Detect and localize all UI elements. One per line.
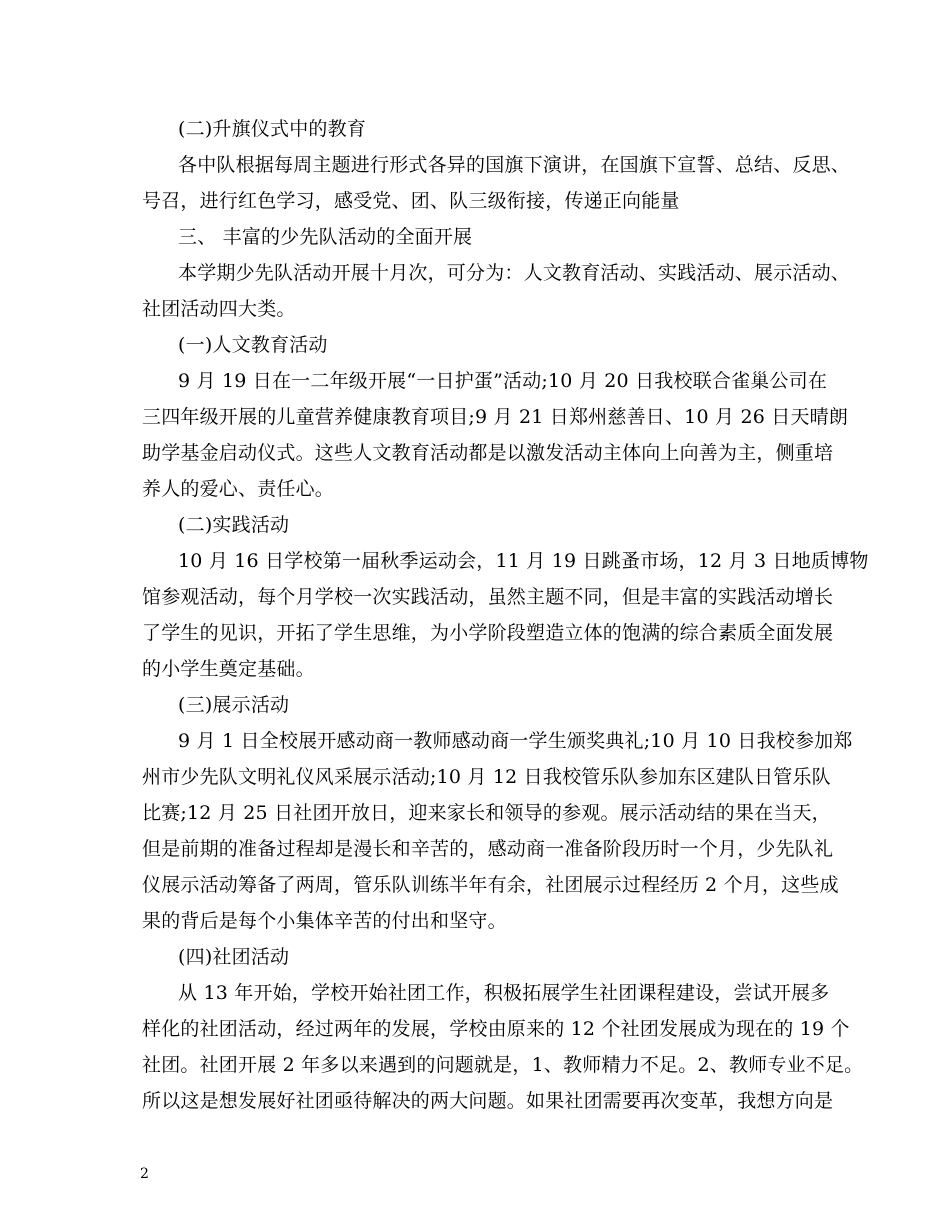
paragraph-line: 9 月 19 日在一二年级开展“一日护蛋”活动;10 月 20 日我校联合雀巢公司在	[178, 370, 828, 392]
paragraph-line: 果的背后是每个小集体辛苦的付出和坚守。	[142, 910, 507, 932]
paragraph-line: 社团活动四大类。	[142, 298, 296, 320]
paragraph-line: 本学期少先队活动开展十月次，可分为：人文教育活动、实践活动、展示活动、	[178, 262, 851, 284]
paragraph-line: 样化的社团活动，经过两年的发展，学校由原来的 12 个社团发展成为现在的 19 个	[142, 1018, 850, 1040]
paragraph-line: 10 月 16 日学校第一届秋季运动会，11 月 19 日跳蚤市场，12 月 3 日地质博物	[178, 550, 869, 572]
paragraph-line: 但是前期的准备过程却是漫长和辛苦的，感动商一准备阶段历时一个月，少先队礼	[142, 838, 834, 860]
paragraph-line: 所以这是想发展好社团亟待解决的两大问题。如果社团需要再次变革，我想方向是	[142, 1090, 834, 1112]
heading-flag-ceremony: (二)升旗仪式中的教育	[178, 118, 367, 140]
paragraph-line: 比赛;12 月 25 日社团开放日，迎来家长和领导的参观。展示活动结的果在当天，	[142, 802, 831, 824]
heading-showcase-activities: (三)展示活动	[178, 694, 290, 716]
paragraph-line: 的小学生奠定基础。	[142, 658, 315, 680]
heading-humanities-education: (一)人文教育活动	[178, 334, 328, 356]
section-heading-activities: 三、 丰富的少先队活动的全面开展	[178, 226, 473, 248]
paragraph-line: 了学生的见识，开拓了学生思维，为小学阶段塑造立体的饱满的综合素质全面发展	[142, 622, 834, 644]
heading-club-activities: (四)社团活动	[178, 946, 290, 968]
paragraph-line: 馆参观活动，每个月学校一次实践活动，虽然主题不同，但是丰富的实践活动增长	[142, 586, 834, 608]
page-number: 2	[140, 1166, 149, 1182]
paragraph-line: 养人的爱心、责任心。	[142, 478, 335, 500]
paragraph-line: 仪展示活动筹备了两周，管乐队训练半年有余，社团展示过程经历 2 个月，这些成	[142, 874, 839, 896]
paragraph-line: 从 13 年开始，学校开始社团工作，积极拓展学生社团课程建设，尝试开展多	[178, 982, 830, 1004]
paragraph-line: 三四年级开展的儿童营养健康教育项目;9 月 21 日郑州慈善日、10 月 26 日天晴朗	[142, 406, 849, 428]
paragraph-line: 社团。社团开展 2 年多以来遇到的问题就是，1、教师精力不足。2、教师专业不足。	[142, 1054, 864, 1076]
paragraph-line: 助学基金启动仪式。这些人文教育活动都是以激发活动主体向上向善为主，侧重培	[142, 442, 834, 464]
paragraph-line: 州市少先队文明礼仪风采展示活动;10 月 12 日我校管乐队参加东区建队日管乐队	[142, 766, 831, 788]
paragraph-line: 各中队根据每周主题进行形式各异的国旗下演讲，在国旗下宣誓、总结、反思、	[178, 154, 851, 176]
paragraph-line: 号召，进行红色学习，感受党、团、队三级衔接，传递正向能量	[142, 190, 680, 212]
paragraph-line: 9 月 1 日全校展开感动商一教师感动商一学生颁奖典礼;10 月 10 日我校参加郑	[178, 730, 853, 752]
heading-practice-activities: (二)实践活动	[178, 514, 290, 536]
